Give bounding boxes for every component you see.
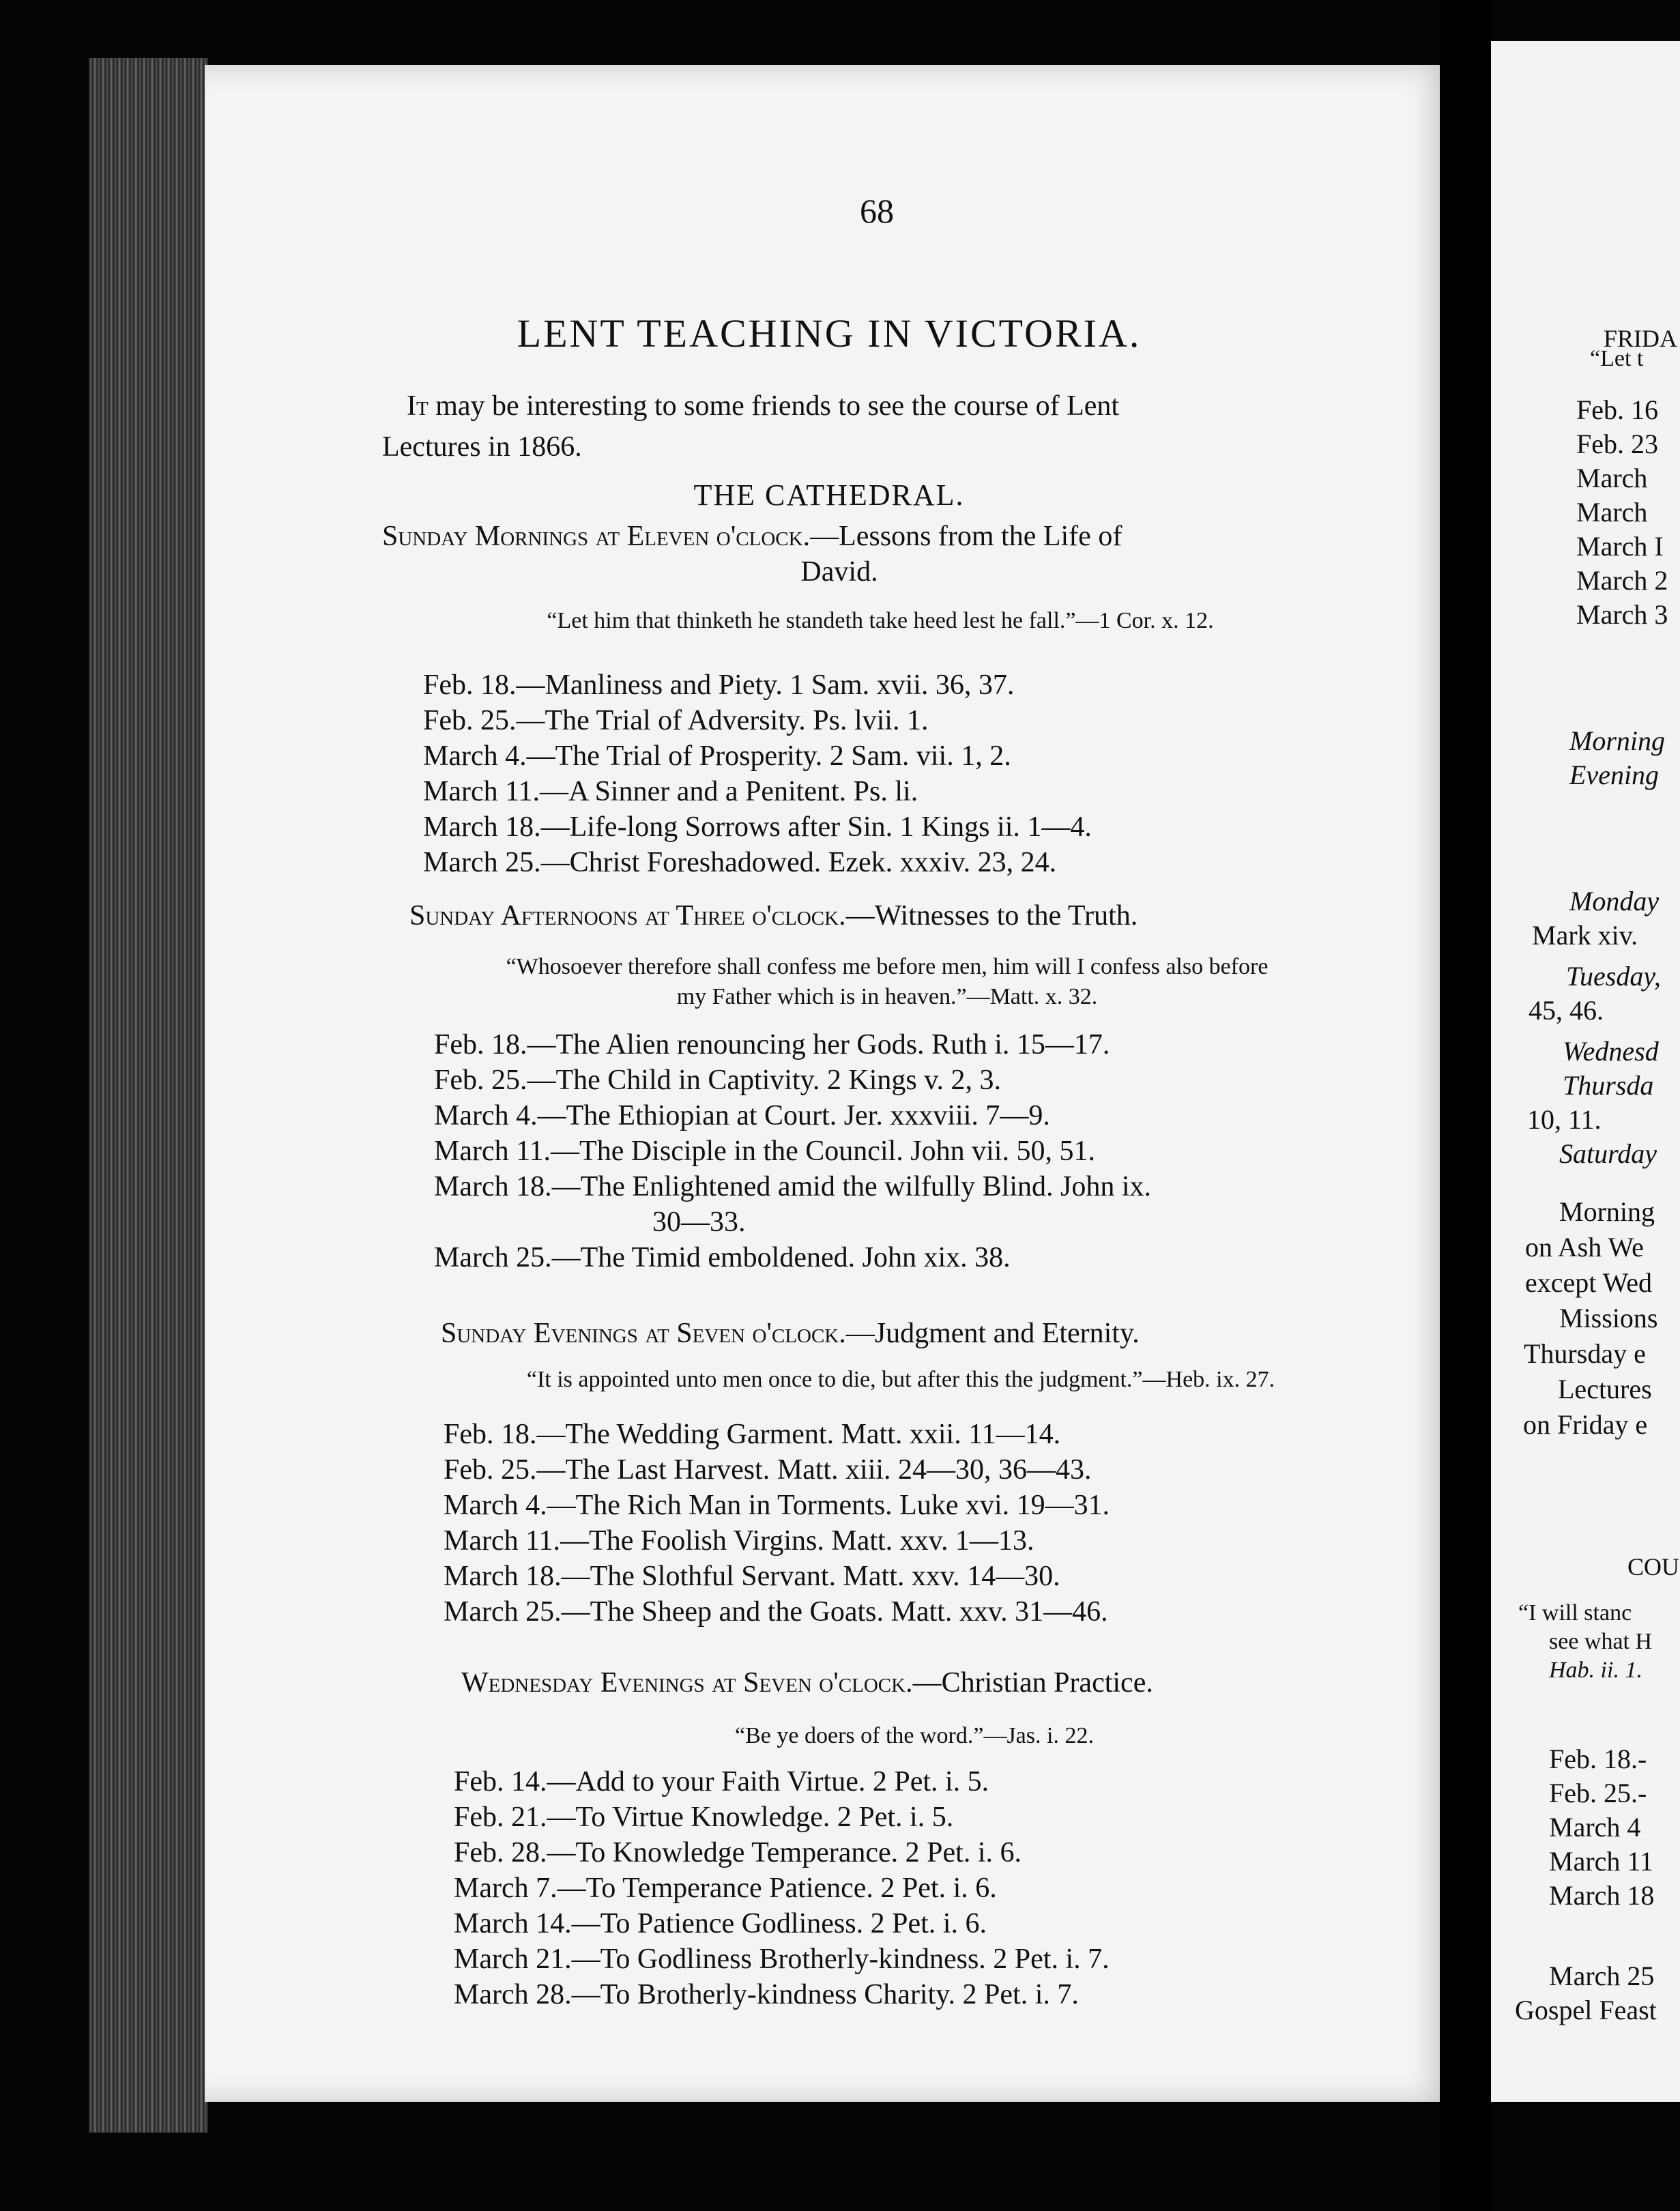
section-quote xyxy=(389,952,1385,1012)
lecture-list-sunday-mornings xyxy=(423,667,1092,880)
right-fragment: Missions xyxy=(1559,1303,1658,1333)
right-fragment: March xyxy=(1576,497,1648,528)
right-fragment: Saturday xyxy=(1559,1138,1657,1169)
right-fragment: Feb. 23 xyxy=(1576,429,1658,459)
list-item: Feb. 25.—The Last Harvest. Matt. xiii. 24—30, 36—43. xyxy=(444,1454,1092,1486)
right-fragment: Monday xyxy=(1569,886,1660,916)
list-item: Feb. 18.—Manliness and Piety. 1 Sam. xvii. 36, 37. xyxy=(423,669,1015,701)
heading-rest: —Lessons from the Life of xyxy=(810,521,1123,552)
right-fragment: Hab. ii. 1. xyxy=(1549,1658,1642,1683)
right-fragment: March I xyxy=(1576,531,1664,562)
right-fragment: on Ash We xyxy=(1525,1232,1644,1262)
quote-line-1: “Whosoever therefore shall confess me before men, him will I confess also before xyxy=(506,954,1269,979)
lecture-list-sunday-afternoons xyxy=(434,1027,1151,1275)
list-item: March 4.—The Ethiopian at Court. Jer. xxxviii. 7—9. xyxy=(434,1100,1050,1131)
intro-line-2: Lectures in 1866. xyxy=(382,431,582,463)
right-fragment: “I will stanc xyxy=(1518,1600,1632,1625)
right-fragment: March 25 xyxy=(1549,1961,1655,1991)
section-heading-sunday-afternoons xyxy=(409,898,1378,934)
right-fragment: “Let t xyxy=(1590,346,1644,371)
right-fragment: Lectures xyxy=(1558,1374,1652,1404)
list-item: March 11.—The Disciple in the Council. John vii. 50, 51. xyxy=(434,1136,1095,1167)
right-fragment: Mark xiv. xyxy=(1532,920,1638,951)
list-item: March 11.—A Sinner and a Penitent. Ps. li. xyxy=(423,776,918,807)
list-item: March 4.—The Rich Man in Torments. Luke xvi. 19—31. xyxy=(444,1490,1110,1521)
right-fragment: Feb. 25.- xyxy=(1549,1778,1647,1808)
right-fragment: except Wed xyxy=(1525,1267,1652,1298)
list-item: March 18.—Life-long Sorrows after Sin. 1 Kings ii. 1—4. xyxy=(423,811,1092,843)
right-fragment: March xyxy=(1576,463,1648,493)
list-item: March 14.—To Patience Godliness. 2 Pet. i. 6. xyxy=(454,1908,987,1939)
lecture-list-wednesday-evenings xyxy=(454,1764,1110,2012)
right-fragment: March 2 xyxy=(1576,565,1668,596)
section-quote: “It is appointed unto men once to die, but after this the judgment.”—Heb. ix. 27. xyxy=(526,1367,1275,1392)
right-fragment: FRIDA xyxy=(1604,325,1678,352)
heading-caps: Sunday Afternoons at Three o'clock. xyxy=(409,900,846,931)
list-item: March 18.—The Enlightened amid the wilfully Blind. John ix. xyxy=(434,1171,1152,1202)
book-page-edges xyxy=(89,58,208,2133)
lecture-list-sunday-evenings xyxy=(444,1417,1110,1630)
section-quote: “Let him that thinketh he standeth take heed lest he fall.”—1 Cor. x. 12. xyxy=(547,608,1214,633)
heading-rest: —Judgment and Eternity. xyxy=(845,1318,1140,1349)
right-fragment: on Friday e xyxy=(1523,1409,1648,1440)
section-subtitle: THE CATHEDRAL. xyxy=(693,478,965,512)
section-quote: “Be ye doers of the word.”—Jas. i. 22. xyxy=(735,1723,1094,1748)
section-heading-sunday-evenings xyxy=(441,1316,1382,1351)
list-item-continuation: 30—33. xyxy=(652,1206,746,1238)
list-item: March 25.—The Sheep and the Goats. Matt. xxv. 31—46. xyxy=(444,1596,1108,1628)
intro-paragraph xyxy=(382,386,1378,467)
list-item: Feb. 18.—The Wedding Garment. Matt. xxii. 11—14. xyxy=(444,1419,1061,1450)
list-item: March 28.—To Brotherly-kindness Charity. 2 Pet. i. 7. xyxy=(454,1979,1079,2010)
page-number: 68 xyxy=(860,192,894,230)
heading-caps: Sunday Mornings at Eleven o'clock. xyxy=(382,521,811,552)
right-fragment: March 3 xyxy=(1576,599,1668,630)
right-fragment: Thursda xyxy=(1563,1070,1654,1101)
quote-line-2: my Father which is in heaven.”—Matt. x. 32. xyxy=(676,984,1098,1009)
heading-line-2: David. xyxy=(800,556,878,588)
right-fragment: Feb. 16 xyxy=(1576,394,1658,425)
right-fragment: see what H xyxy=(1549,1629,1653,1654)
list-item: Feb. 21.—To Virtue Knowledge. 2 Pet. i. 5. xyxy=(454,1802,954,1833)
right-fragment: Morning xyxy=(1559,1196,1655,1227)
intro-lead: It xyxy=(407,390,429,422)
list-item: March 4.—The Trial of Prosperity. 2 Sam. vii. 1, 2. xyxy=(423,740,1011,772)
right-fragment: Thursday e xyxy=(1524,1338,1646,1369)
intro-line-1: may be interesting to some friends to see the course of Lent xyxy=(428,390,1120,422)
right-fragment: 45, 46. xyxy=(1529,995,1604,1026)
list-item: March 11.—The Foolish Virgins. Matt. xxv. 1—13. xyxy=(444,1525,1034,1557)
right-fragment: Evening xyxy=(1569,760,1660,790)
right-fragment: Tuesday, xyxy=(1566,961,1661,992)
list-item: Feb. 25.—The Trial of Adversity. Ps. lvii. 1. xyxy=(423,705,929,736)
right-fragment: March 4 xyxy=(1549,1812,1641,1843)
page-title: LENT TEACHING IN VICTORIA. xyxy=(517,311,1142,356)
list-item: Feb. 14.—Add to your Faith Virtue. 2 Pet. i. 5. xyxy=(454,1766,989,1797)
section-heading-wednesday-evenings xyxy=(461,1665,1389,1701)
list-item: March 18.—The Slothful Servant. Matt. xxv. 14—30. xyxy=(444,1561,1060,1592)
list-item: March 7.—To Temperance Patience. 2 Pet. i. 6. xyxy=(454,1873,997,1904)
heading-rest: —Christian Practice. xyxy=(912,1667,1153,1699)
section-heading-sunday-mornings xyxy=(382,519,1378,590)
list-item: Feb. 18.—The Alien renouncing her Gods. Ruth i. 15—17. xyxy=(434,1029,1110,1060)
list-item: Feb. 28.—To Knowledge Temperance. 2 Pet. i. 6. xyxy=(454,1837,1022,1868)
right-fragment: Wednesd xyxy=(1563,1036,1659,1067)
heading-caps: Sunday Evenings at Seven o'clock. xyxy=(441,1318,846,1349)
right-fragment: COU xyxy=(1627,1553,1680,1580)
right-fragment: March 18 xyxy=(1549,1880,1655,1911)
list-item: March 25.—Christ Foreshadowed. Ezek. xxxiv. 23, 24. xyxy=(423,847,1057,878)
right-fragment: Morning xyxy=(1569,725,1665,756)
right-fragment: 10, 11. xyxy=(1527,1104,1602,1135)
heading-rest: —Witnesses to the Truth. xyxy=(845,900,1138,931)
right-fragment: March 11 xyxy=(1549,1846,1653,1877)
list-item: March 25.—The Timid emboldened. John xix. 38. xyxy=(434,1242,1011,1273)
right-fragment: Feb. 18.- xyxy=(1549,1744,1647,1774)
right-fragment: Gospel Feast xyxy=(1515,1995,1657,2025)
heading-caps: Wednesday Evenings at Seven o'clock. xyxy=(461,1667,913,1699)
list-item: Feb. 25.—The Child in Captivity. 2 Kings v. 2, 3. xyxy=(434,1065,1002,1096)
list-item: March 21.—To Godliness Brotherly-kindness. 2 Pet. i. 7. xyxy=(454,1943,1110,1975)
